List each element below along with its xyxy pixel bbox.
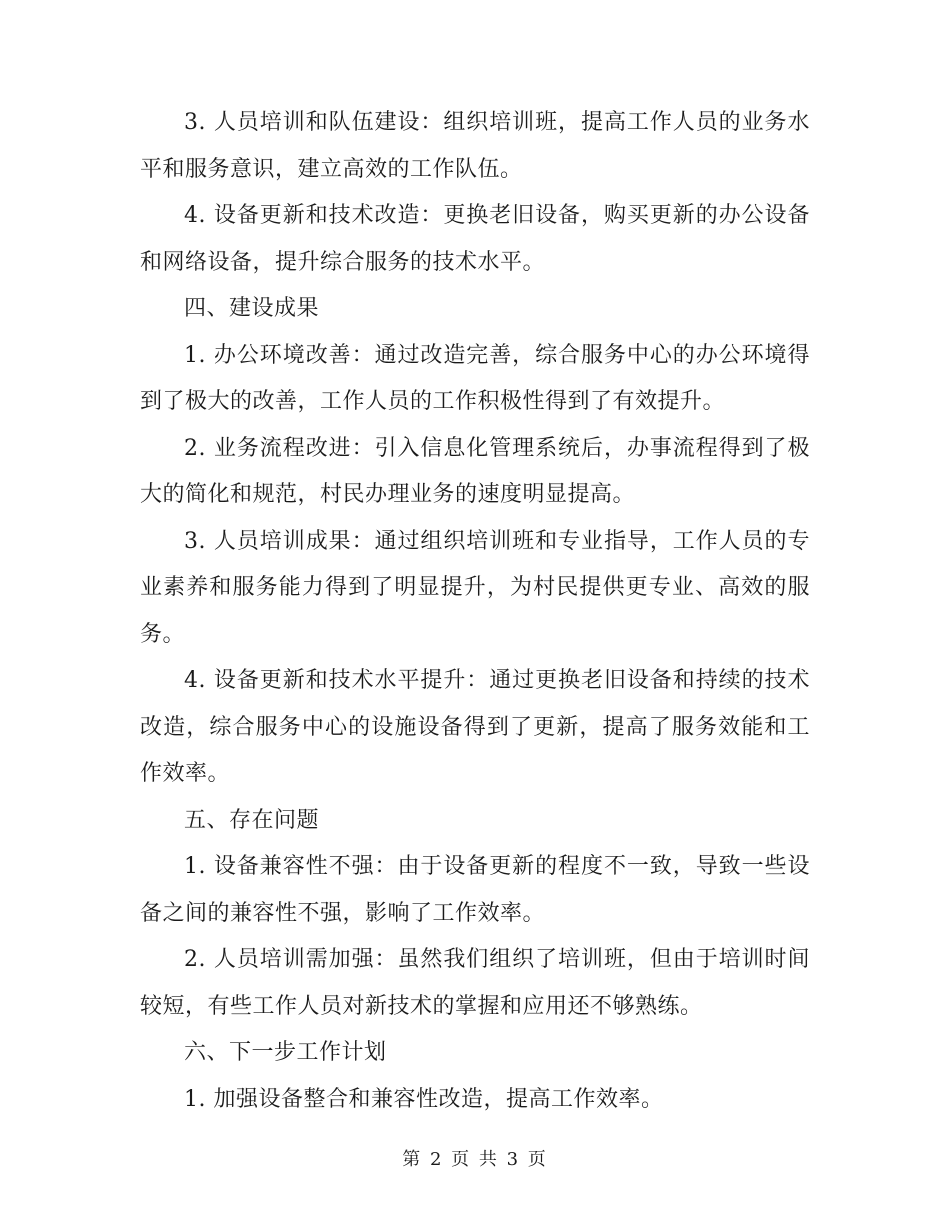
paragraph-training-needs: 2. 人员培训需加强：虽然我们组织了培训班，但由于培训时间较短，有些工作人员对新技术的掌握和应用还不够熟练。 [140, 947, 810, 1019]
paragraph-next-step-1: 1. 加强设备整合和兼容性改造，提高工作效率。 [184, 1086, 664, 1112]
paragraph-training-results: 3. 人员培训成果：通过组织培训班和专业指导，工作人员的专业素养和服务能力得到了明显提升，为村民提供更专业、高效的服务。 [140, 528, 810, 647]
paragraph-training: 3. 人员培训和队伍建设：组织培训班，提高工作人员的业务水平和服务意识，建立高效的工作队伍。 [140, 110, 810, 182]
paragraph-compatibility: 1. 设备兼容性不强：由于设备更新的程度不一致，导致一些设备之间的兼容性不强，影响了工作效率。 [140, 854, 810, 926]
page-number-footer: 第 2 页 共 3 页 [402, 1149, 548, 1170]
paragraph-equipment: 4. 设备更新和技术改造：更换老旧设备，购买更新的办公设备和网络设备，提升综合服务的技术水平。 [140, 203, 810, 275]
paragraph-process-improvement: 2. 业务流程改进：引入信息化管理系统后，办事流程得到了极大的简化和规范，村民办理业务的速度明显提高。 [140, 435, 810, 507]
section-heading-problems: 五、存在问题 [184, 807, 320, 833]
document-body [140, 100, 810, 1123]
paragraph-office-environment: 1. 办公环境改善：通过改造完善，综合服务中心的办公环境得到了极大的改善，工作人员的工作积极性得到了有效提升。 [140, 342, 810, 414]
section-heading-next-steps: 六、下一步工作计划 [184, 1040, 387, 1065]
paragraph-equipment-upgrade: 4. 设备更新和技术水平提升：通过更换老旧设备和持续的技术改造，综合服务中心的设施设备得到了更新，提高了服务效能和工作效率。 [140, 668, 810, 786]
section-heading-results: 四、建设成果 [184, 296, 320, 321]
